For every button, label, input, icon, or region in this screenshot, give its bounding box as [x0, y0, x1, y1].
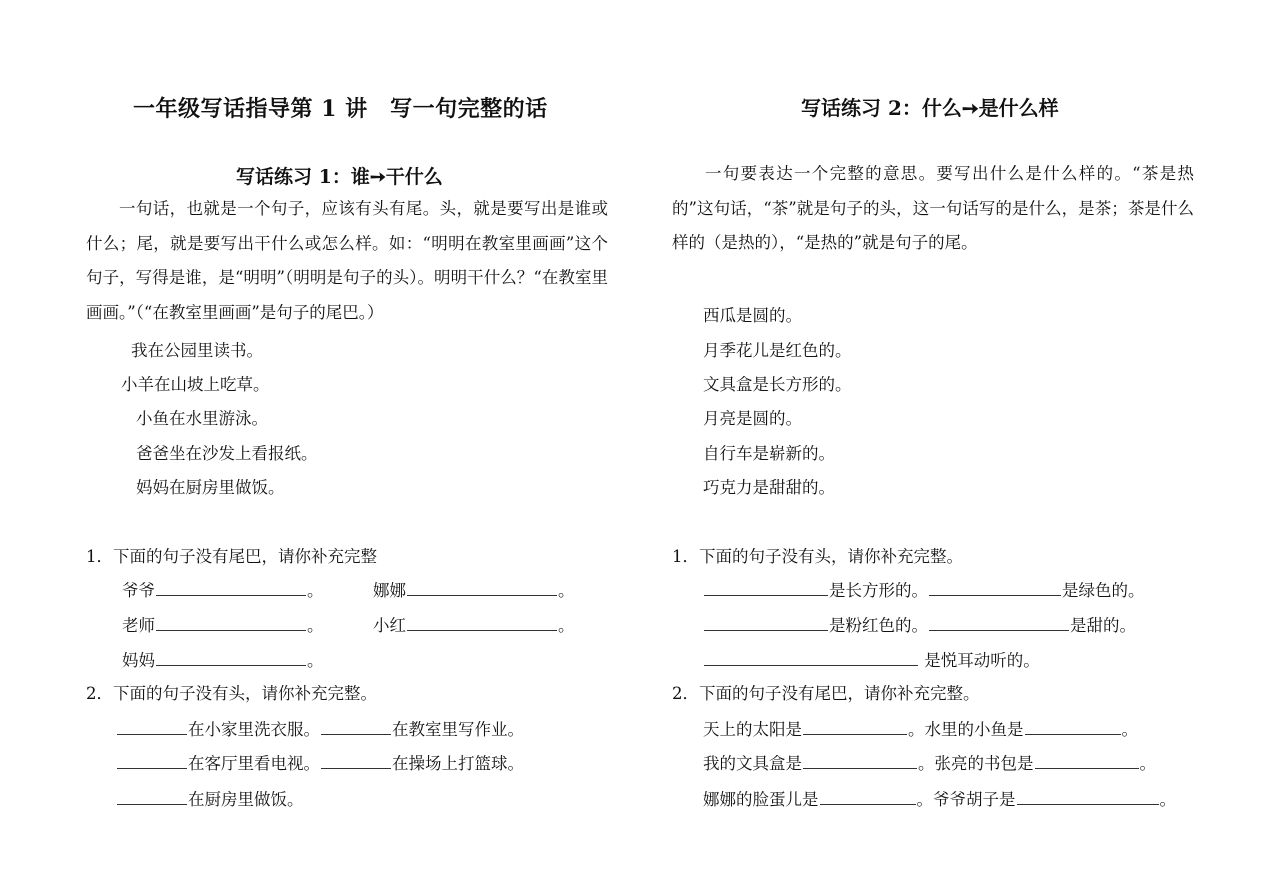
fill-blank-sentence: 天上的太阳是 。水里的小鱼是 。 [703, 720, 1138, 739]
example-sentence: 月亮是圆的。 [703, 409, 802, 428]
fill-blank-sentence: 娜娜的脸蛋儿是 。爷爷胡子是 。 [703, 790, 1176, 809]
example-sentence: 月季花儿是红色的。 [703, 341, 852, 360]
answer-blank[interactable] [803, 752, 917, 769]
exercise-1-subtitle: 写话练习 1：谁➙干什么 [236, 166, 443, 188]
fill-blank-sentence: 是长方形的。 是绿色的。 [703, 577, 1145, 601]
fill-blank-sentence: 老师 。 [122, 616, 324, 635]
fill-blank-sentence: 是粉红色的。 是甜的。 [703, 612, 1136, 636]
fill-blank-sentence: 在客厅里看电视。 在操场上打篮球。 [116, 750, 524, 774]
answer-blank[interactable] [820, 788, 916, 805]
answer-blank[interactable] [407, 614, 557, 631]
fill-blank-sentence: 在厨房里做饭。 [116, 786, 304, 810]
answer-blank[interactable] [407, 579, 557, 596]
answer-blank[interactable] [321, 718, 391, 735]
fill-blank-sentence: 是悦耳动听的。 [703, 647, 1040, 671]
fill-blank-sentence: 爷爷 。 [122, 581, 324, 600]
answer-blank[interactable] [803, 718, 907, 735]
exercise-1-paragraph: 一句话，也就是一个句子，应该有头有尾。头，就是要写出是谁或什么；尾，就是要写出干什么或怎么样。如：“明明在教室里画画”这个句子，写得是谁，是“明明”（明明是句子的头）。明明干什么？“在教室里画画。”（“在教室里画画”是句子的尾巴。） [86, 199, 608, 322]
exercise-1-instruction: 1．下面的句子没有尾巴，请你补充完整 [86, 547, 377, 566]
answer-blank[interactable] [156, 579, 306, 596]
answer-blank[interactable] [117, 718, 187, 735]
answer-blank[interactable] [1017, 788, 1159, 805]
exercise-2-instruction: 2．下面的句子没有尾巴，请你补充完整。 [672, 684, 980, 703]
answer-blank[interactable] [1035, 752, 1139, 769]
example-sentence: 自行车是崭新的。 [703, 444, 835, 463]
fill-blank-sentence: 在小家里洗衣服。 在教室里写作业。 [116, 716, 524, 740]
exercise-1-instruction: 1．下面的句子没有头，请你补充完整。 [672, 547, 963, 566]
answer-blank[interactable] [704, 614, 828, 631]
exercise-2-paragraph: 一句要表达一个完整的意思。要写出什么是什么样的。“茶是热的”这句话，“茶”就是句子的头，这一句话写的是什么，是茶；茶是什么样的（是热的），“是热的”就是句子的尾。 [672, 164, 1194, 252]
answer-blank[interactable] [929, 579, 1061, 596]
fill-blank-sentence: 娜娜 。 [373, 581, 575, 600]
answer-blank[interactable] [929, 614, 1069, 631]
answer-blank[interactable] [156, 649, 306, 666]
example-sentence: 文具盒是长方形的。 [703, 375, 852, 394]
lesson-title: 一年级写话指导第 1 讲 写一句完整的话 [133, 96, 548, 122]
answer-blank[interactable] [704, 579, 828, 596]
answer-blank[interactable] [1025, 718, 1121, 735]
answer-blank[interactable] [117, 788, 187, 805]
answer-blank[interactable] [321, 752, 391, 769]
answer-blank[interactable] [704, 649, 918, 666]
answer-blank[interactable] [156, 614, 306, 631]
example-sentence: 妈妈在厨房里做饭。 [136, 478, 285, 497]
answer-blank[interactable] [117, 752, 187, 769]
exercise-2-instruction: 2．下面的句子没有头，请你补充完整。 [86, 684, 377, 703]
example-sentence: 爸爸坐在沙发上看报纸。 [136, 444, 318, 463]
example-sentence: 巧克力是甜甜的。 [703, 478, 835, 497]
fill-blank-sentence: 妈妈 。 [122, 651, 324, 670]
example-sentence: 我在公园里读书。 [131, 341, 263, 360]
example-sentence: 西瓜是圆的。 [703, 306, 802, 325]
example-sentence: 小鱼在水里游泳。 [136, 409, 268, 428]
fill-blank-sentence: 小红 。 [373, 616, 575, 635]
example-sentence: 小羊在山坡上吃草。 [121, 375, 270, 394]
fill-blank-sentence: 我的文具盒是 。张亮的书包是 。 [703, 754, 1156, 773]
exercise-2-subtitle: 写话练习 2：什么➙是什么样 [801, 96, 1059, 120]
